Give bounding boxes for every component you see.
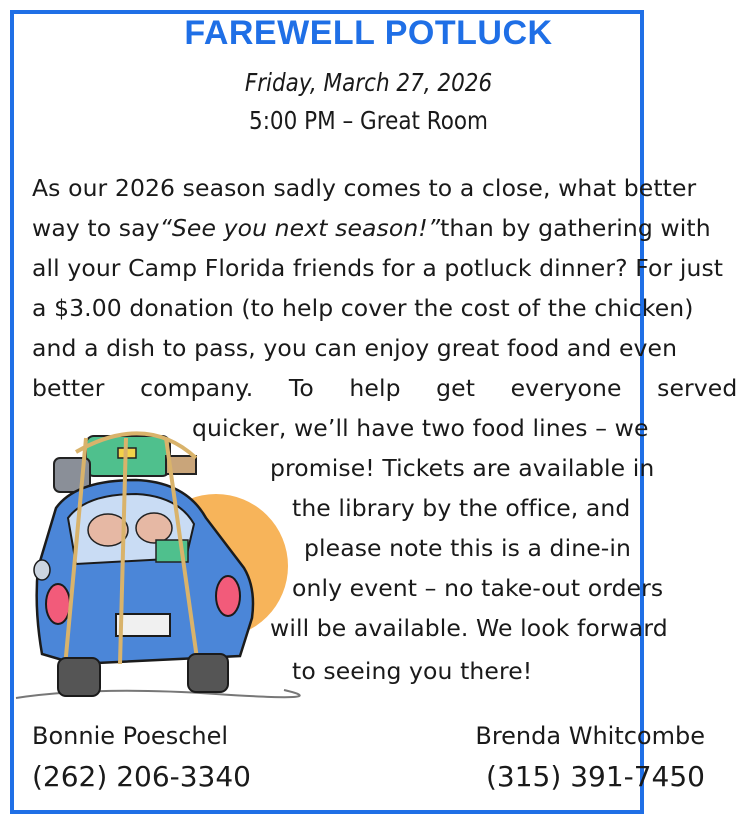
- event-date: Friday, March 27, 2026: [244, 68, 493, 97]
- body-line-7: quicker, we’ll have two food lines – we: [192, 414, 649, 442]
- body-line-1: As our 2026 season sadly comes to a close, what better: [32, 174, 697, 202]
- body-line-11: only event – no take-out orders: [292, 574, 664, 602]
- quote-text: “See you next season!”: [159, 214, 441, 242]
- body-line-6: better company. To help get everyone served: [32, 374, 737, 402]
- body-line-8: promise! Tickets are available in: [270, 454, 655, 482]
- body-line-9: the library by the office, and: [292, 494, 631, 522]
- event-time-location: 5:00 PM – Great Room: [249, 106, 488, 135]
- contact-name-2: Brenda Whitcombe: [475, 722, 705, 750]
- contact-phone-1: (262) 206-3340: [32, 760, 251, 793]
- body-line-2: way to say “See you next season!” than by gathering with: [32, 214, 711, 242]
- contact-name-1: Bonnie Poeschel: [32, 722, 229, 750]
- car-illustration: [16, 418, 284, 708]
- body-line-5: and a dish to pass, you can enjoy great food and even: [32, 334, 678, 362]
- body-line-4: a $3.00 donation (to help cover the cost of the chicken): [32, 294, 694, 322]
- contact-phone-2: (315) 391-7450: [486, 760, 705, 793]
- body-line-12: will be available. We look forward: [270, 614, 668, 642]
- body-line-10: please note this is a dine-in: [304, 534, 631, 562]
- page-title: FAREWELL POTLUCK: [184, 14, 553, 52]
- body-line-3: all your Camp Florida friends for a potluck dinner? For just: [32, 254, 724, 282]
- body-line-13: to seeing you there!: [292, 657, 533, 685]
